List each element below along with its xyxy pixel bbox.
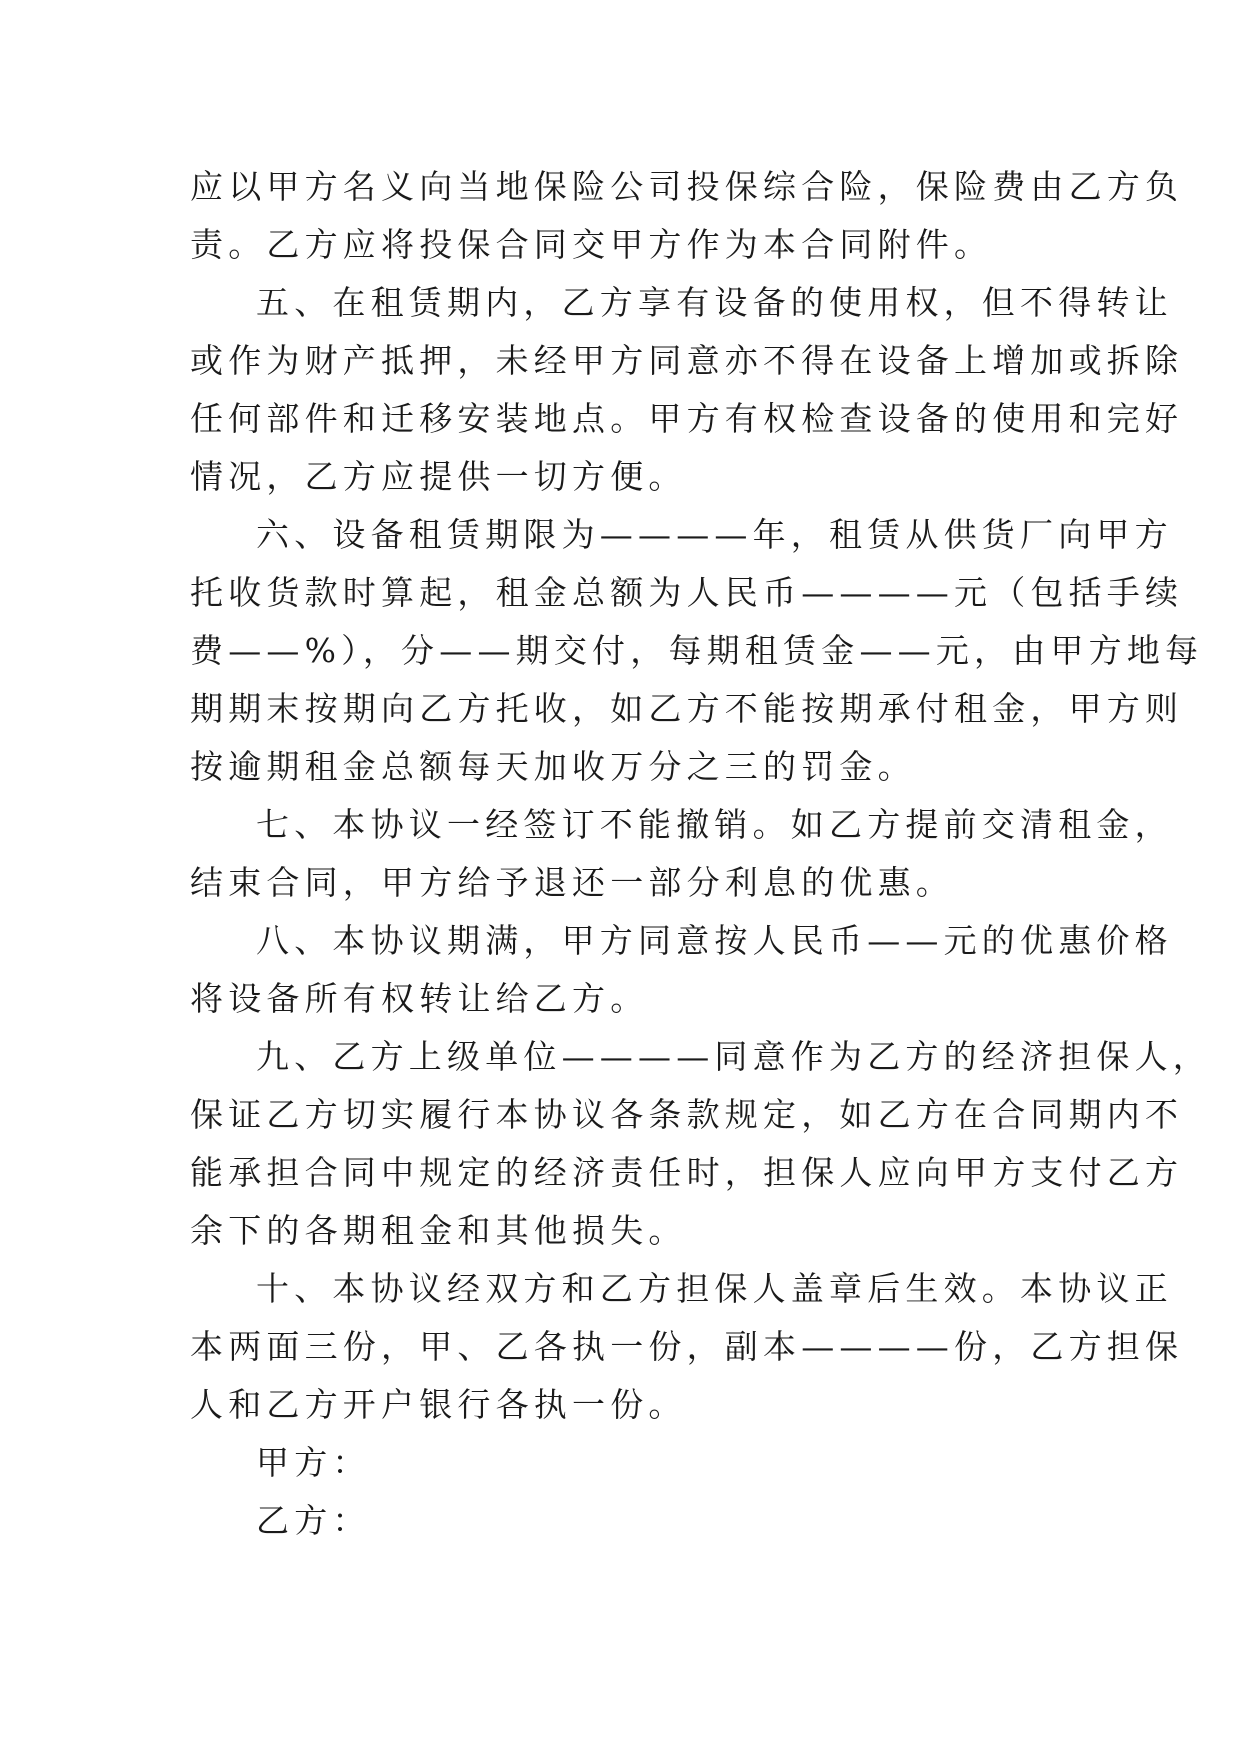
text-line: 余下的各期租金和其他损失。 — [190, 1211, 687, 1250]
document-body — [190, 158, 1211, 1550]
text-line: 托收货款时算起，租金总额为人民币————元（包括手续 — [190, 573, 1184, 612]
text-line: 应以甲方名义向当地保险公司投保综合险，保险费由乙方负 — [190, 167, 1184, 206]
text-line: 按逾期租金总额每天加收万分之三的罚金。 — [190, 747, 916, 786]
party-a-signature-label: 甲方： — [256, 1443, 371, 1482]
text-line: 任何部件和迁移安装地点。甲方有权检查设备的使用和完好 — [190, 399, 1184, 438]
text-line: 人和乙方开户银行各执一份。 — [190, 1385, 687, 1424]
text-line: 能承担合同中规定的经济责任时，担保人应向甲方支付乙方 — [190, 1153, 1184, 1192]
text-line: 情况，乙方应提供一切方便。 — [190, 457, 687, 496]
text-line: 本两面三份，甲、乙各执一份，副本————份，乙方担保 — [190, 1327, 1184, 1366]
text-line: 保证乙方切实履行本协议各条款规定，如乙方在合同期内不 — [190, 1095, 1184, 1134]
text-line: 或作为财产抵押，未经甲方同意亦不得在设备上增加或拆除 — [190, 341, 1184, 380]
party-b-signature-label: 乙方： — [256, 1501, 371, 1540]
text-line: 结束合同，甲方给予退还一部分利息的优惠。 — [190, 863, 954, 902]
text-line: 期期末按期向乙方托收，如乙方不能按期承付租金，甲方则 — [190, 689, 1184, 728]
text-line: 将设备所有权转让给乙方。 — [190, 979, 649, 1018]
clause-5-line: 五、在租赁期内，乙方享有设备的使用权，但不得转让 — [256, 283, 1173, 322]
text-line: 费——%），分——期交付，每期租赁金——元，由甲方地每 — [190, 631, 1204, 670]
clause-9-line: 九、乙方上级单位————同意作为乙方的经济担保人， — [256, 1037, 1211, 1076]
clause-6-line: 六、设备租赁期限为————年，租赁从供货厂向甲方 — [256, 515, 1173, 554]
clause-10-line: 十、本协议经双方和乙方担保人盖章后生效。本协议正 — [256, 1269, 1173, 1308]
text-line: 责。乙方应将投保合同交甲方作为本合同附件。 — [190, 225, 993, 264]
clause-8-line: 八、本协议期满，甲方同意按人民币——元的优惠价格 — [256, 921, 1173, 960]
clause-7-line: 七、本协议一经签订不能撤销。如乙方提前交清租金， — [256, 805, 1173, 844]
